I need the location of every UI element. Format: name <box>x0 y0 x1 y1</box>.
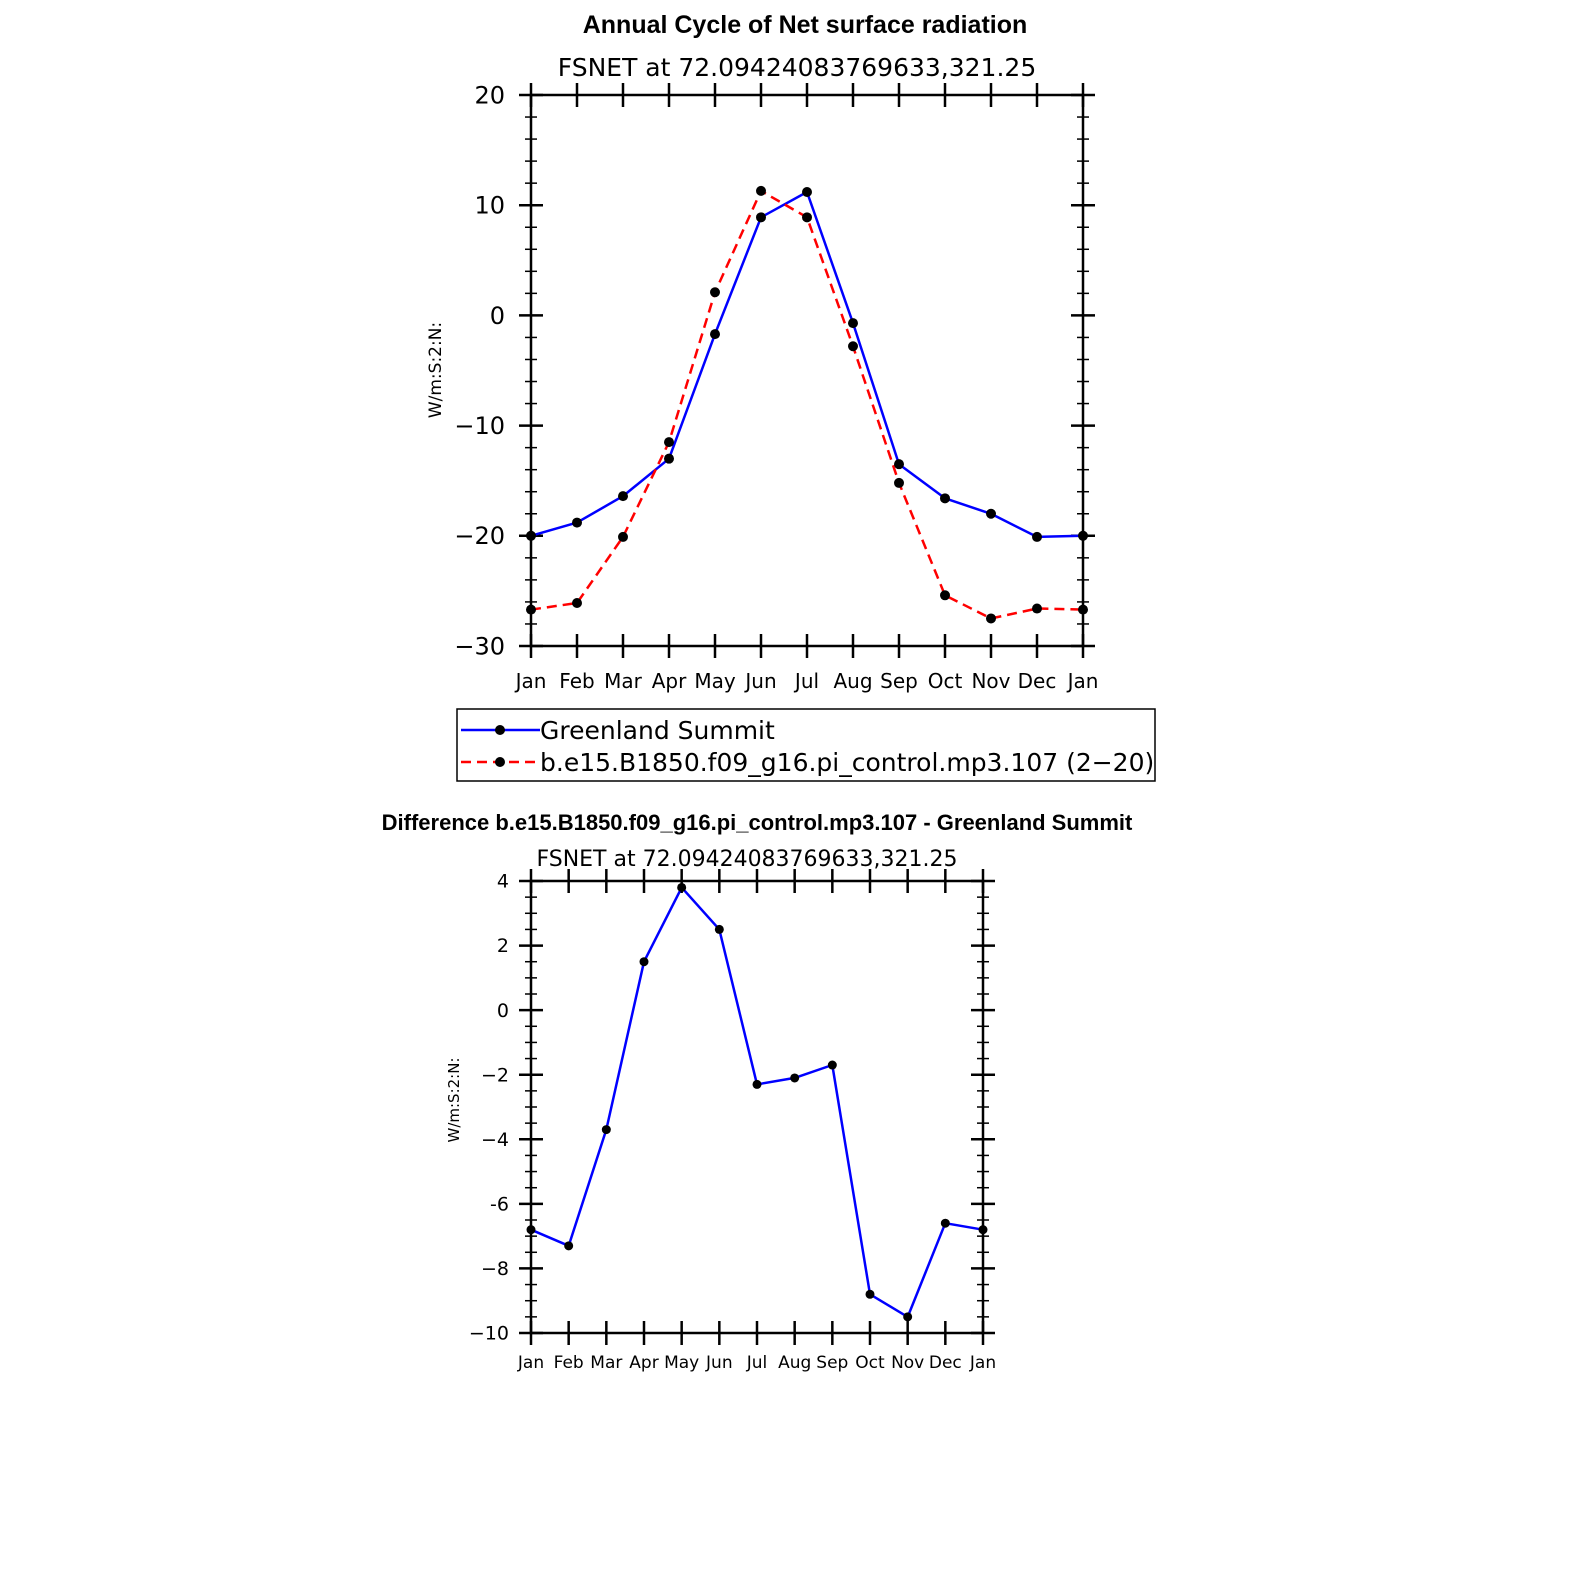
chart-1-plot-area <box>454 81 1098 693</box>
series-1-point <box>866 1290 875 1299</box>
x-tick-label: Apr <box>651 669 687 693</box>
series-2-point <box>894 478 904 488</box>
series-2-point <box>572 598 582 608</box>
series-2-point <box>986 613 996 623</box>
series-1-point <box>527 1225 536 1234</box>
series-1-point <box>526 531 536 541</box>
y-tick-label: −2 <box>480 1064 509 1087</box>
y-tick-label: 10 <box>474 191 505 220</box>
series-1-point <box>828 1061 837 1070</box>
x-tick-label: Jul <box>794 669 820 693</box>
x-tick-label: Jan <box>515 669 547 693</box>
x-tick-label: Nov <box>971 669 1011 693</box>
chart-1-subtitle: FSNET at 72.09424083769633,321.25 <box>557 53 1037 82</box>
y-tick-label: −20 <box>454 522 505 551</box>
series-2-point <box>848 341 858 351</box>
series-1-point <box>1032 532 1042 542</box>
y-tick-label: −8 <box>480 1258 509 1281</box>
chart-1-ylabel: W/m:S:2:N: <box>426 321 446 419</box>
series-1-point <box>572 518 582 528</box>
series-1-point <box>940 493 950 503</box>
y-tick-label: 0 <box>489 301 505 330</box>
x-tick-label: Dec <box>928 1353 962 1373</box>
series-1-point <box>802 187 812 197</box>
chart-2-ylabel: W/m:S:2:N: <box>445 1057 463 1143</box>
series-2-point <box>802 212 812 222</box>
x-tick-label: Mar <box>590 1353 623 1373</box>
chart-2-title: Difference b.e15.B1850.f09_g16.pi_control.mp3.107 - Greenland Summit <box>381 810 1133 835</box>
series-2-point <box>940 590 950 600</box>
y-tick-label: 2 <box>496 935 509 958</box>
series-1-line <box>531 192 1083 537</box>
series-1-point <box>894 459 904 469</box>
legend-entry-model <box>461 748 1154 777</box>
series-1-point <box>1078 531 1088 541</box>
x-tick-label: Nov <box>891 1353 925 1373</box>
series-2-point <box>664 437 674 447</box>
x-tick-label: May <box>664 1353 700 1373</box>
x-tick-label: Aug <box>778 1353 812 1373</box>
series-1-point <box>677 883 686 892</box>
x-tick-label: Feb <box>553 1353 584 1373</box>
legend-marker-greenland-summit <box>495 725 505 735</box>
difference-chart <box>382 810 1133 1373</box>
x-tick-label: Jul <box>746 1353 768 1373</box>
series-1-point <box>903 1312 912 1321</box>
series-1-point <box>664 454 674 464</box>
series-1-point <box>986 509 996 519</box>
x-tick-label: Jan <box>517 1353 545 1373</box>
legend-label-greenland-summit: Greenland Summit <box>540 716 775 745</box>
y-tick-label: −10 <box>468 1322 509 1345</box>
x-tick-label: Jan <box>1067 669 1099 693</box>
x-tick-label: May <box>694 669 736 693</box>
series-1-point <box>756 212 766 222</box>
series-1-point <box>640 957 649 966</box>
chart-1-legend <box>457 709 1155 781</box>
chart-1-title: Annual Cycle of Net surface radiation <box>582 11 1028 39</box>
chart-2-subtitle: FSNET at 72.09424083769633,321.25 <box>536 847 958 872</box>
x-tick-label: Apr <box>629 1353 659 1373</box>
y-tick-label: 20 <box>474 81 505 110</box>
annual-cycle-chart <box>426 11 1155 781</box>
series-2-point <box>1032 604 1042 614</box>
x-tick-label: Oct <box>927 669 963 693</box>
series-1-point <box>848 318 858 328</box>
series-1-line <box>531 888 983 1317</box>
chart-1-frame <box>531 95 1083 646</box>
x-tick-label: Sep <box>816 1353 849 1373</box>
series-1-point <box>710 329 720 339</box>
x-tick-label: Sep <box>880 669 918 693</box>
x-tick-label: Aug <box>833 669 873 693</box>
x-tick-label: Dec <box>1017 669 1057 693</box>
x-tick-label: Mar <box>604 669 642 693</box>
series-2-point <box>1078 605 1088 615</box>
chart-2-frame <box>531 881 983 1333</box>
x-tick-label: Jun <box>706 1353 733 1373</box>
series-1-point <box>602 1125 611 1134</box>
x-tick-label: Jan <box>969 1353 997 1373</box>
series-2-point <box>710 287 720 297</box>
y-tick-label: −30 <box>454 632 505 661</box>
series-1-point <box>753 1080 762 1089</box>
y-tick-label: 0 <box>496 999 509 1022</box>
x-tick-label: Oct <box>855 1353 885 1373</box>
series-1-point <box>790 1073 799 1082</box>
x-tick-label: Jun <box>745 669 777 693</box>
series-2-point <box>618 532 628 542</box>
y-tick-label: -6 <box>490 1193 509 1216</box>
series-1-point <box>618 491 628 501</box>
chart-2-plot-area <box>469 869 996 1373</box>
series-1-point <box>715 925 724 934</box>
y-tick-label: −10 <box>454 412 505 440</box>
series-2-point <box>756 186 766 196</box>
legend-marker-model <box>495 757 505 767</box>
y-tick-label: 4 <box>496 870 509 893</box>
legend-label-model: b.e15.B1850.f09_g16.pi_control.mp3.107 (2−20) <box>540 748 1155 777</box>
y-tick-label: −4 <box>480 1128 509 1151</box>
series-2-point <box>526 605 536 615</box>
series-1-point <box>564 1241 573 1250</box>
series-1-point <box>979 1225 988 1234</box>
x-tick-label: Feb <box>559 669 595 693</box>
series-1-point <box>941 1219 950 1228</box>
series-2-line <box>531 191 1083 619</box>
